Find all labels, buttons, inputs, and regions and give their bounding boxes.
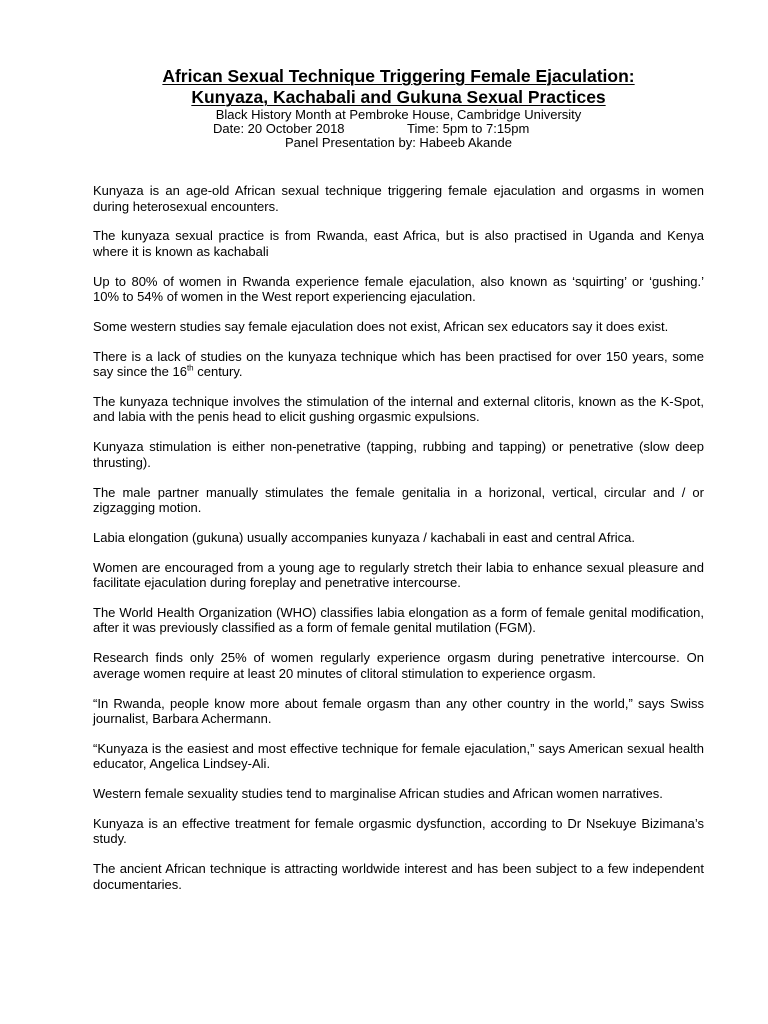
paragraph: “Kunyaza is the easiest and most effective technique for female ejaculation,” says American sexual health educator, Angelica Lindsey-Ali. bbox=[93, 740, 704, 772]
paragraph-lack-of-studies bbox=[93, 349, 704, 380]
paragraph: Kunyaza stimulation is either non-penetrative (tapping, rubbing and tapping) or penetrative (slow deep thrusting). bbox=[93, 439, 704, 470]
paragraph: Up to 80% of women in Rwanda experience female ejaculation, also known as ‘squirting’ or ‘gushing.’ 10% to 54% of women in the West report experiencing ejaculation. bbox=[93, 273, 704, 305]
paragraph: The male partner manually stimulates the female genitalia in a horizonal, vertical, circular and / or zigzagging motion. bbox=[93, 484, 704, 516]
paragraph: Research finds only 25% of women regularly experience orgasm during penetrative intercourse. On average women require at least 20 minutes of clitoral stimulation to experience orgasm. bbox=[93, 650, 704, 681]
paragraph: The World Health Organization (WHO) classifies labia elongation as a form of female genital modification, after it was previously classified as a form of female genital mutilation (FGM). bbox=[93, 604, 704, 636]
document-body bbox=[93, 183, 704, 892]
paragraph: “In Rwanda, people know more about female orgasm than any other country in the world,” says Swiss journalist, Barbara Achermann. bbox=[93, 695, 704, 727]
paragraph: The kunyaza technique involves the stimulation of the internal and external clitoris, known as the K-Spot, and labia with the penis head to elicit gushing orgasmic expulsions. bbox=[93, 393, 704, 425]
paragraph: Western female sexuality studies tend to marginalise African studies and African women narratives. bbox=[93, 786, 663, 802]
presenter-line: Panel Presentation by: Habeeb Akande bbox=[285, 135, 512, 150]
paragraph-text: There is a lack of studies on the kunyaza technique which has been practised for over 150 years, some say since the 16 bbox=[93, 348, 704, 380]
superscript: th bbox=[186, 363, 194, 373]
paragraph: Kunyaza is an age-old African sexual technique triggering female ejaculation and orgasms in women during heterosexual encounters. bbox=[93, 183, 704, 214]
document-title-line-1: African Sexual Technique Triggering Female Ejaculation: bbox=[162, 66, 635, 86]
event-line: Black History Month at Pembroke House, Cambridge University bbox=[215, 107, 582, 122]
document-title-line-2: Kunyaza, Kachabali and Gukuna Sexual Practices bbox=[191, 87, 606, 107]
paragraph: The ancient African technique is attracting worldwide interest and has been subject to a few independent documentaries. bbox=[93, 861, 704, 892]
paragraph: Some western studies say female ejaculation does not exist, African sex educators say it does exist. bbox=[93, 318, 669, 334]
paragraph-text: century. bbox=[193, 364, 243, 380]
paragraph: Women are encouraged from a young age to regularly stretch their labia to enhance sexual pleasure and facilitate ejaculation during foreplay and penetrative intercourse. bbox=[93, 559, 704, 591]
event-time: Time: 5pm to 7:15pm bbox=[407, 121, 530, 136]
event-date: Date: 20 October 2018 bbox=[213, 121, 345, 136]
paragraph: Labia elongation (gukuna) usually accompanies kunyaza / kachabali in east and central Africa. bbox=[93, 529, 636, 545]
date-time-line bbox=[93, 122, 704, 136]
paragraph: Kunyaza is an effective treatment for female orgasmic dysfunction, according to Dr Nsekuye Bizimana’s study. bbox=[93, 815, 704, 847]
paragraph: The kunyaza sexual practice is from Rwanda, east Africa, but is also practised in Uganda and Kenya where it is known as kachabali bbox=[93, 228, 704, 259]
document-page bbox=[93, 66, 704, 907]
